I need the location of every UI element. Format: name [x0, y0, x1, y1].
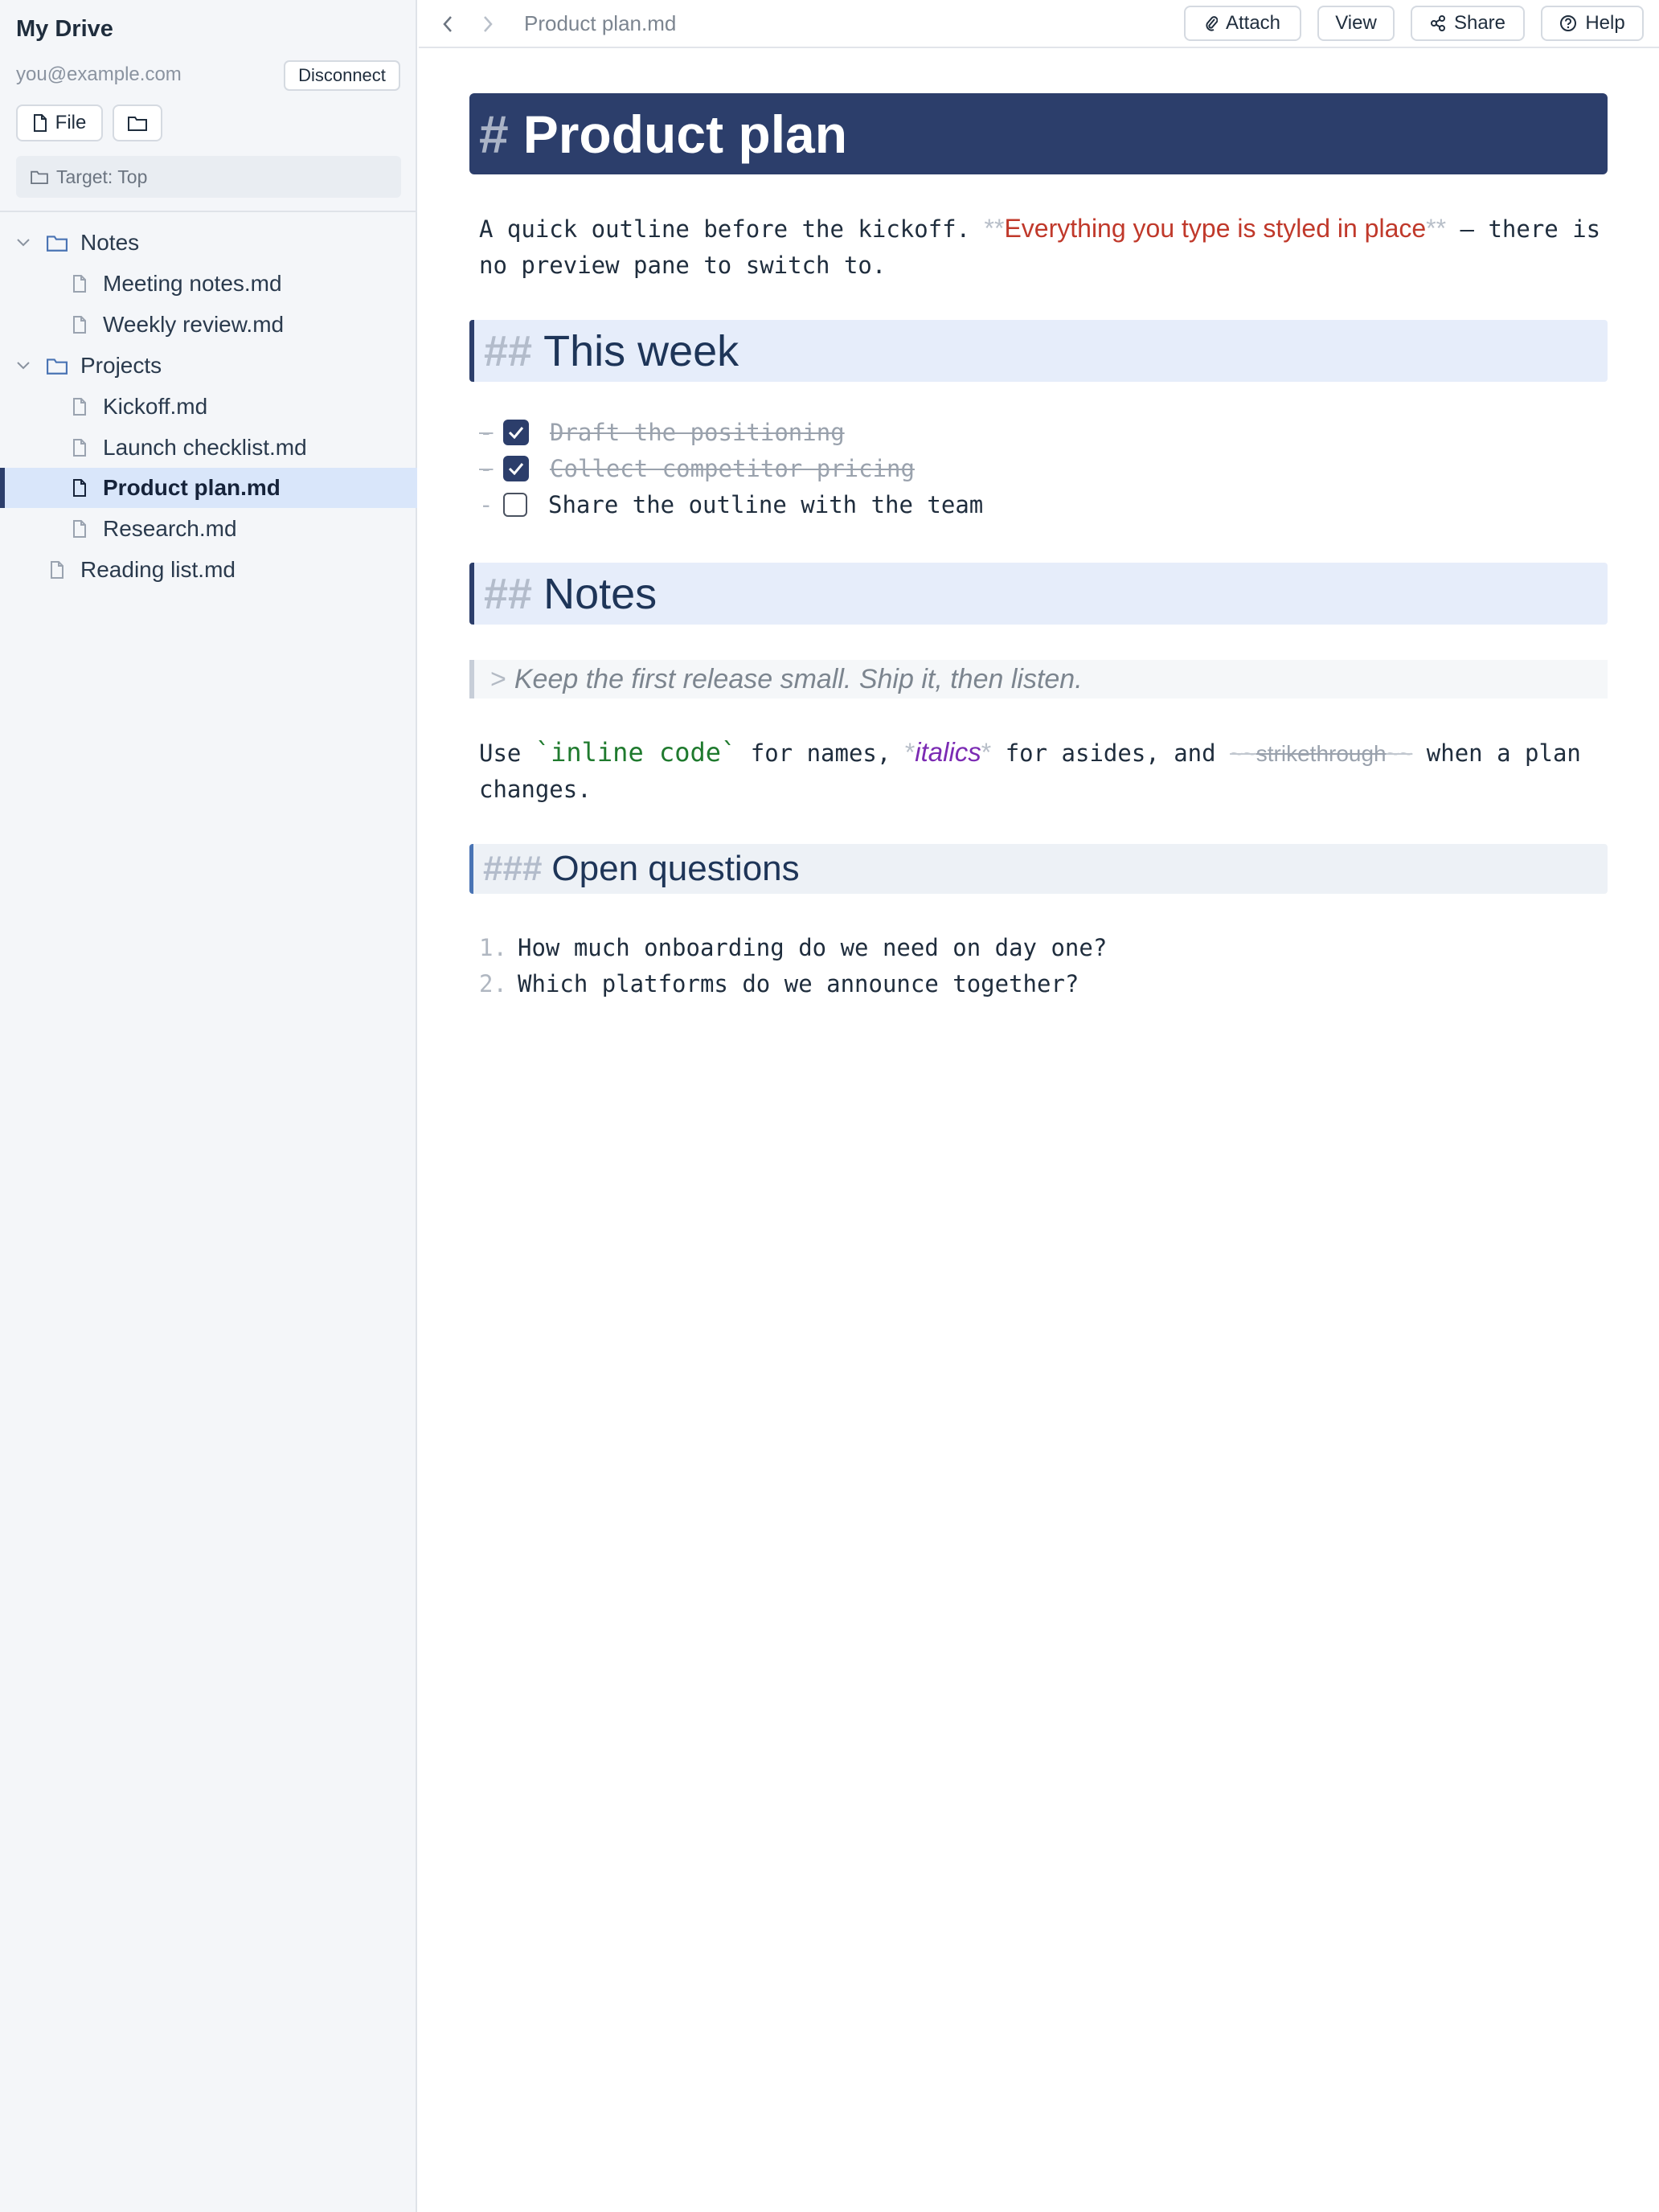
tree-file-meeting-notes[interactable] — [0, 264, 417, 304]
task-text: Draft the positioning — [550, 419, 845, 446]
share-button[interactable] — [1411, 6, 1525, 41]
task-checkbox-unchecked[interactable] — [503, 493, 527, 517]
file-icon — [72, 274, 87, 293]
file-icon — [72, 315, 87, 334]
sidebar — [0, 0, 417, 2212]
tree-file-weekly-review[interactable] — [0, 305, 417, 345]
intro-paragraph[interactable] — [479, 211, 1604, 284]
tree-item-label: Weekly review.md — [103, 312, 285, 337]
task-checkbox-checked[interactable] — [503, 420, 529, 445]
new-folder-button[interactable] — [113, 104, 162, 141]
code-tick: ` — [721, 737, 737, 768]
code-tick: ` — [535, 737, 551, 768]
tree-item-label: Kickoff.md — [103, 394, 208, 419]
italic-text: italics — [915, 737, 981, 767]
tree-folder-projects[interactable] — [0, 346, 417, 386]
tree-item-label: Launch checklist.md — [103, 435, 307, 460]
attach-button[interactable] — [1184, 6, 1301, 41]
heading-this-week[interactable] — [469, 320, 1608, 382]
heading-marker: ## — [484, 326, 533, 375]
task-text: Share the outline with the team — [548, 491, 984, 518]
tree-file-research[interactable] — [0, 509, 417, 549]
tree-item-label: Product plan.md — [103, 475, 281, 500]
folder-icon — [47, 357, 68, 375]
help-icon — [1559, 14, 1577, 32]
breadcrumb: Product plan.md — [524, 11, 677, 35]
task-item[interactable] — [479, 415, 845, 450]
tree-item-label: Research.md — [103, 516, 237, 541]
view-label: View — [1335, 12, 1377, 34]
disconnect-button[interactable]: Disconnect — [284, 60, 400, 91]
tree-folder-notes[interactable] — [0, 223, 417, 263]
tree-item-label: Projects — [80, 353, 162, 378]
folder-icon — [47, 234, 68, 252]
heading-marker: ### — [483, 849, 543, 888]
quote-text: Keep the first release small. Ship it, then listen. — [514, 663, 1083, 694]
bold-text: Everything you type is styled in place — [1004, 214, 1427, 243]
new-file-label: File — [55, 112, 87, 133]
task-item[interactable] — [479, 487, 983, 522]
bold-marker-close: ** — [1426, 214, 1447, 243]
task-text: Collect competitor pricing — [550, 455, 915, 482]
code-text: inline code — [551, 737, 722, 768]
list-number: 2. — [479, 970, 507, 997]
chevron-down-icon[interactable] — [16, 361, 31, 371]
heading-notes[interactable] — [469, 563, 1608, 625]
intro-text-start: A quick outline before the kickoff. — [479, 215, 985, 243]
tree-file-reading-list[interactable] — [0, 550, 417, 590]
paragraph-text: when a plan changes. — [479, 739, 1581, 803]
check-icon — [508, 426, 524, 439]
heading-text: Open questions — [551, 849, 800, 888]
heading-text: Product plan — [522, 104, 848, 164]
heading-text: This week — [543, 326, 739, 375]
chevron-left-icon — [442, 15, 453, 33]
account-email: you@example.com — [16, 63, 182, 85]
tree-item-label: Reading list.md — [80, 557, 236, 582]
paragraph-text: for names, — [736, 739, 905, 767]
heading-text: Notes — [543, 569, 657, 618]
intro-text-end: — there is no preview pane to switch to. — [479, 215, 1601, 279]
file-icon — [50, 560, 64, 580]
share-label: Share — [1453, 12, 1506, 34]
list-item-text: How much onboarding do we need on day one? — [518, 934, 1108, 961]
task-checkbox-checked[interactable] — [503, 456, 529, 481]
paperclip-icon — [1205, 15, 1218, 31]
back-button[interactable] — [435, 11, 461, 37]
help-button[interactable] — [1541, 6, 1644, 41]
drive-title: My Drive — [16, 16, 113, 42]
chevron-down-icon[interactable] — [16, 238, 31, 248]
list-dash: - — [479, 491, 494, 518]
tree-file-kickoff[interactable] — [0, 387, 417, 427]
target-folder-indicator[interactable] — [16, 156, 401, 198]
paragraph-text: for asides, and — [991, 739, 1231, 767]
list-number: 1. — [479, 934, 507, 961]
file-icon — [72, 478, 87, 498]
paragraph-text: Use — [479, 739, 535, 767]
sidebar-divider — [0, 211, 417, 212]
italic-marker: * — [904, 738, 916, 767]
heading-marker: # — [479, 104, 509, 164]
target-label: Target: Top — [56, 166, 148, 187]
formatting-paragraph[interactable] — [479, 734, 1604, 808]
quote-marker: > — [490, 663, 506, 694]
folder-icon — [128, 115, 147, 131]
heading-open-questions[interactable] — [469, 844, 1608, 894]
ordered-list-item[interactable] — [479, 966, 1079, 1002]
view-button[interactable] — [1317, 6, 1395, 41]
inline-code — [535, 737, 736, 768]
file-icon — [72, 519, 87, 539]
share-icon — [1430, 15, 1446, 31]
tree-item-label: Meeting notes.md — [103, 271, 282, 296]
strike-marker: ~~ — [1230, 741, 1256, 766]
ordered-list-item[interactable] — [479, 930, 1107, 965]
tree-file-launch-checklist[interactable] — [0, 428, 417, 468]
help-label: Help — [1585, 12, 1625, 34]
strikethrough-text: strikethrough — [1256, 741, 1387, 766]
list-item-text: Which platforms do we announce together? — [518, 970, 1079, 997]
list-dash: - — [479, 419, 494, 446]
file-icon — [33, 114, 47, 132]
task-item[interactable] — [479, 451, 915, 486]
blockquote[interactable] — [469, 660, 1608, 698]
strike-marker: ~~ — [1386, 741, 1413, 766]
attach-label: Attach — [1225, 12, 1281, 34]
chevron-right-icon — [482, 15, 494, 33]
file-icon — [72, 397, 87, 416]
italic-marker: * — [981, 738, 992, 767]
check-icon — [508, 462, 524, 475]
list-dash: - — [479, 455, 494, 482]
top-bar — [419, 0, 1659, 48]
folder-icon — [31, 170, 48, 184]
tree-item-label: Notes — [80, 230, 140, 255]
bold-marker-open: ** — [984, 214, 1005, 243]
heading-1[interactable] — [469, 93, 1608, 174]
heading-marker: ## — [484, 569, 533, 618]
forward-button[interactable] — [475, 11, 501, 37]
file-icon — [72, 438, 87, 457]
new-file-button[interactable] — [16, 104, 103, 141]
tree-file-product-plan[interactable] — [0, 468, 417, 508]
